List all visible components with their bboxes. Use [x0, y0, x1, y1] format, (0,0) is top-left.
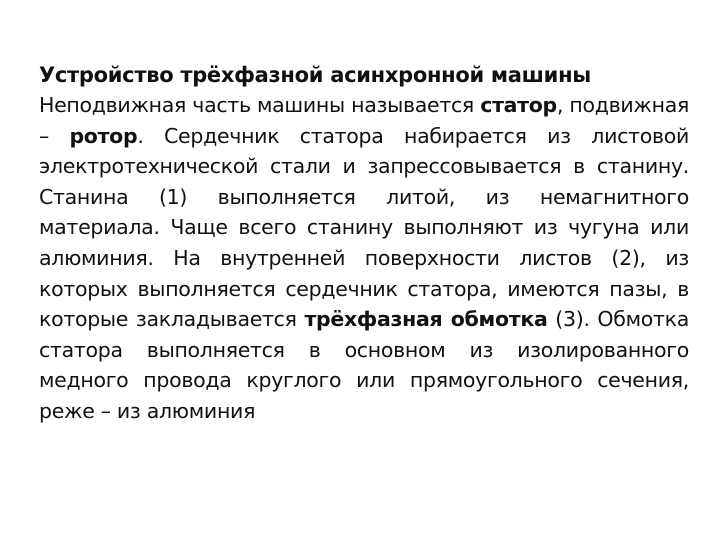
slide-title: Устройство трёхфазной асинхронной машины: [39, 63, 591, 87]
term-three-phase-winding: трёхфазная обмотка: [304, 307, 548, 332]
text-segment-2: , подвижная –: [39, 93, 689, 148]
term-rotor: ротор: [69, 123, 138, 148]
text-segment-3: . Сердечник статора набирается из листовой электротехнической стали и запрессовывается в станину. Станина (1) выполняется литой, из немагнитного материала. Чаще всего станину выполняют из чугуна или алюминия. На внутренней поверхности листов (2), из которых выполняется сердечник статора, имеются пазы, в которые закладывается: [39, 123, 689, 332]
text-segment-4: (3). Обмотка статора выполняется в основном из изолированного медного провода круглого или прямоугольного сечения, реже – из алюминия: [39, 307, 690, 423]
term-stator: статор: [480, 93, 557, 117]
body-paragraph: [39, 90, 689, 427]
slide-content: [39, 60, 689, 427]
text-segment-1: Неподвижная часть машины называется: [39, 93, 481, 117]
